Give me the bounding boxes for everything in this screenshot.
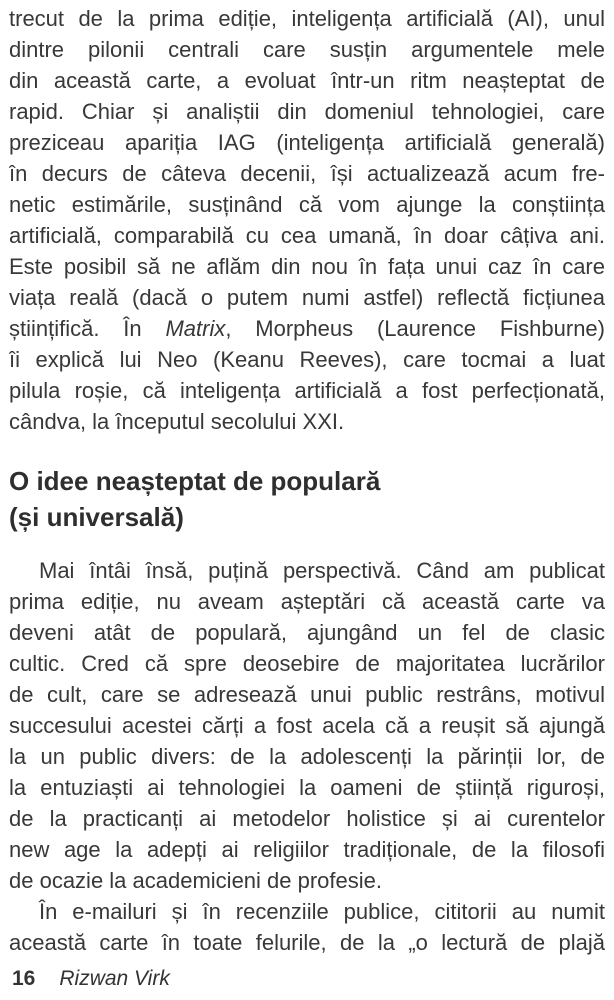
text-line xyxy=(9,927,605,958)
text-line xyxy=(9,617,605,648)
text-segment: În e-mailuri și în recenziile publice, cititorii au numit xyxy=(39,899,605,924)
text-line xyxy=(9,865,605,896)
text-segment: , Morpheus (Laurence Fishburne) xyxy=(225,316,605,341)
text-line xyxy=(9,679,605,710)
page-number: 16 xyxy=(12,967,36,990)
text-line xyxy=(9,313,605,344)
text-line xyxy=(9,96,605,127)
text-segment: netic estimările, susținând că vom ajunge la conștiința xyxy=(9,192,605,217)
text-segment: la entuziaști ai tehnologiei la oameni de știință riguroși, xyxy=(9,775,605,800)
text-line xyxy=(9,3,605,34)
text-line xyxy=(9,375,605,406)
text-line xyxy=(9,741,605,772)
running-author: Rizwan Virk xyxy=(59,967,170,990)
text-segment: prima ediție, nu aveam așteptări că această carte va xyxy=(9,589,605,614)
text-line xyxy=(9,772,605,803)
text-segment: viața reală (dacă o putem numi astfel) reflectă ficțiunea xyxy=(9,285,605,310)
text-line xyxy=(9,803,605,834)
text-line xyxy=(9,586,605,617)
page-footer xyxy=(12,966,170,991)
text-segment: deveni atât de populară, ajungând un fel de clasic xyxy=(9,620,605,645)
text-line xyxy=(9,251,605,282)
text-segment: succesului acestei cărți a fost acela că a reușit să ajungă xyxy=(9,713,605,738)
text-segment: de la practicanți ai metodelor holistice și ai curentelor xyxy=(9,806,605,831)
text-segment: din această carte, a evoluat într-un ritm neașteptat de xyxy=(9,68,605,93)
text-segment: îi explică lui Neo (Keanu Reeves), care tocmai a luat xyxy=(9,347,605,372)
text-line xyxy=(9,555,605,586)
paragraph xyxy=(9,555,605,896)
text-line xyxy=(9,648,605,679)
section-heading xyxy=(9,463,605,535)
text-line xyxy=(9,834,605,865)
text-segment: new age la adepți ai religiilor tradiționale, de la filosofi xyxy=(9,837,605,862)
text-segment: de ocazie la academicieni de profesie. xyxy=(9,868,383,893)
text-line xyxy=(9,896,605,927)
text-line xyxy=(9,710,605,741)
text-segment: pilula roșie, că inteligența artificială a fost perfecționată, xyxy=(9,378,605,403)
text-segment: artificială, comparabilă cu cea umană, în doar câțiva ani. xyxy=(9,223,605,248)
section-heading-line-1: O idee neașteptat de populară xyxy=(9,466,381,496)
text-line xyxy=(9,189,605,220)
text-segment: în decurs de câteva decenii, își actualizează acum fre- xyxy=(9,161,605,186)
text-segment: dintre pilonii centrali care susțin argumentele mele xyxy=(9,37,605,62)
text-line xyxy=(9,220,605,251)
paragraph xyxy=(9,3,605,437)
text-segment: la un public divers: de la adolescenți la părinții lor, de xyxy=(9,744,605,769)
text-segment: cândva, la începutul secolului XXI. xyxy=(9,409,345,434)
italic-text: Matrix xyxy=(165,316,226,341)
text-line xyxy=(9,406,605,437)
text-segment: trecut de la prima ediție, inteligența artificială (AI), unul xyxy=(9,6,605,31)
text-line xyxy=(9,65,605,96)
text-segment: de cult, care se adresează unui public restrâns, motivul xyxy=(9,682,605,707)
text-line xyxy=(9,34,605,65)
text-segment: această carte în toate felurile, de la „o lectură de plajă xyxy=(9,930,605,955)
text-line xyxy=(9,344,605,375)
text-segment: Este posibil să ne aflăm din nou în fața unui caz în care xyxy=(9,254,605,279)
text-line xyxy=(9,127,605,158)
section-heading-line-2: (și universală) xyxy=(9,502,184,532)
text-segment: cultic. Cred că spre deosebire de majoritatea lucrărilor xyxy=(9,651,605,676)
paragraph xyxy=(9,896,605,958)
text-line xyxy=(9,282,605,313)
text-segment: științifică. În xyxy=(9,316,166,341)
text-segment: Mai întâi însă, puțină perspectivă. Când am publicat xyxy=(39,558,605,583)
text-line xyxy=(9,158,605,189)
text-segment: rapid. Chiar și analiștii din domeniul tehnologiei, care xyxy=(9,99,605,124)
text-segment: preziceau apariția IAG (inteligența artificială generală) xyxy=(9,130,605,155)
